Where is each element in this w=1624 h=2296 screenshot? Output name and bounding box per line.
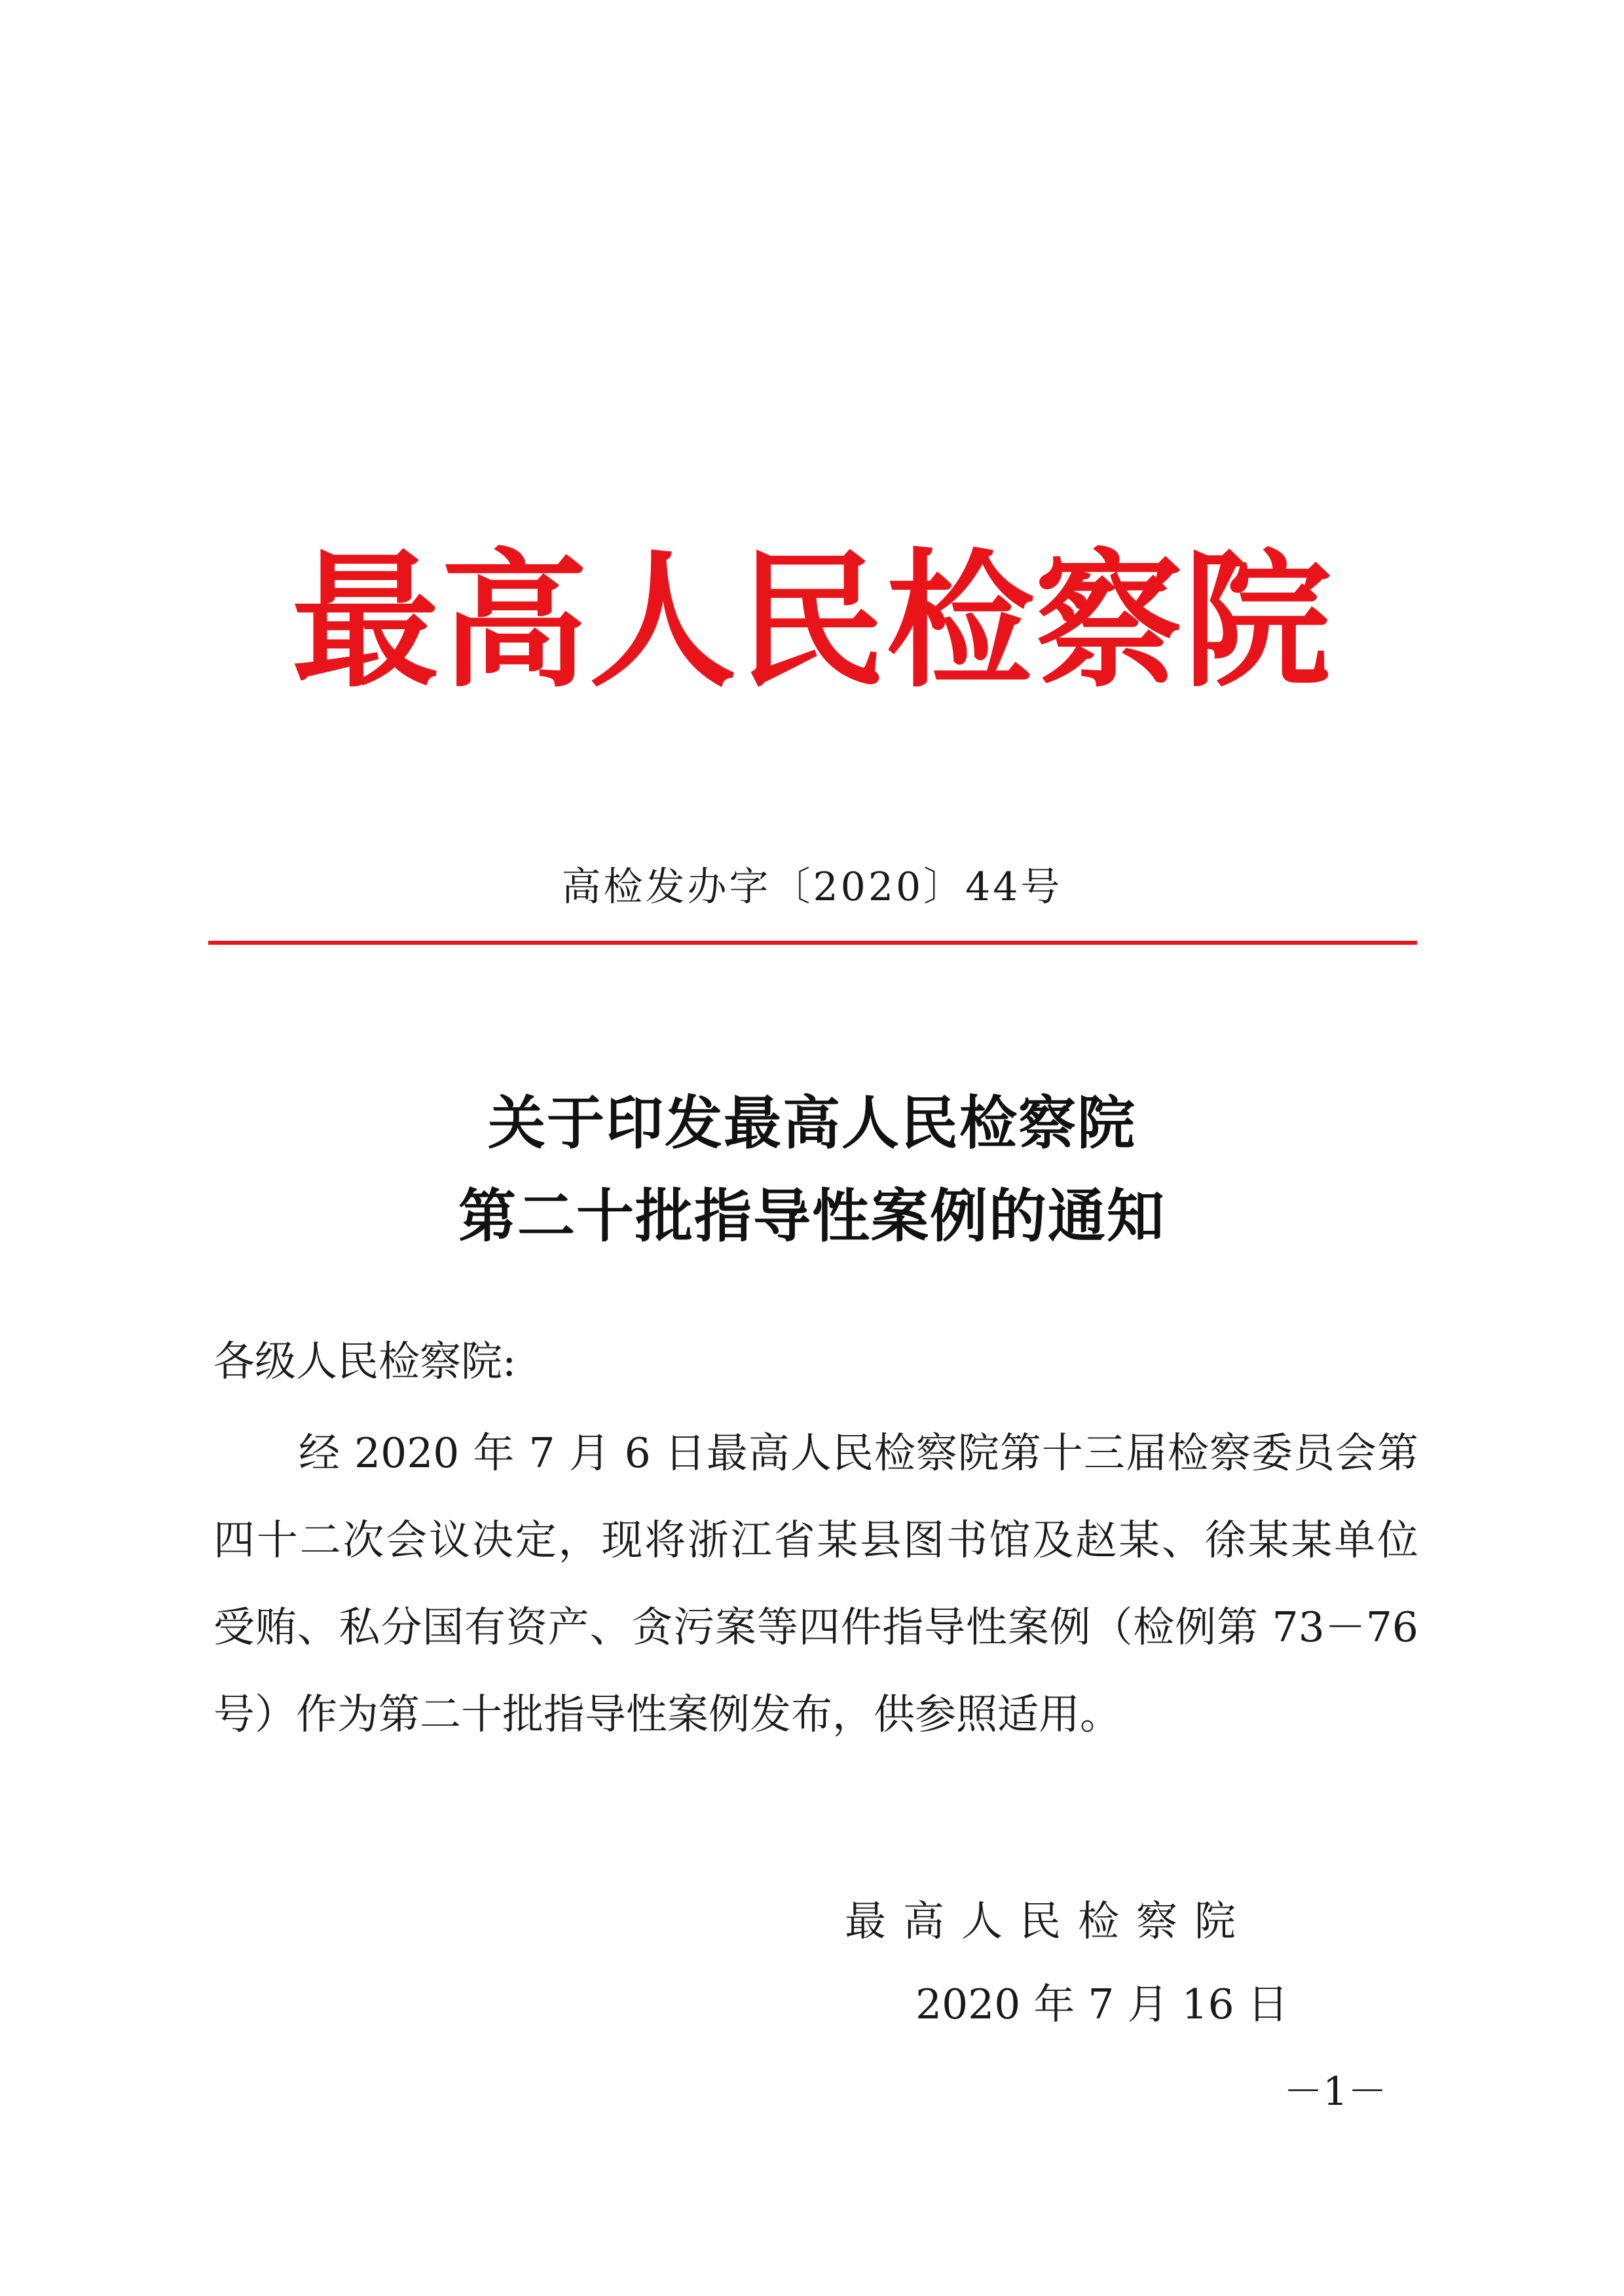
document-number: 高检发办字〔2020〕44号	[561, 864, 1063, 910]
signature-organization: 最高人民检察院	[845, 1897, 1253, 1945]
notice-title-line-2: 第二十批指导性案例的通知	[458, 1182, 1166, 1250]
notice-title-line-1: 关于印发最高人民检察院	[487, 1089, 1136, 1157]
body-paragraph-line-2: 四十二次会议决定，现将浙江省某县图书馆及赵某、徐某某单位	[213, 1516, 1418, 1564]
signature-date: 2020 年 7 月 16 日	[915, 1980, 1289, 2028]
body-paragraph-line-3: 受贿、私分国有资产、贪污案等四件指导性案例（检例第 73－76	[213, 1603, 1418, 1651]
red-divider-rule	[208, 941, 1417, 945]
salutation: 各级人民检察院:	[213, 1338, 517, 1385]
body-paragraph-line-4: 号）作为第二十批指导性案例发布，供参照适用。	[213, 1690, 1121, 1738]
masthead-title: 最高人民检察院	[291, 536, 1333, 708]
body-paragraph-line-1: 经 2020 年 7 月 6 日最高人民检察院第十三届检察委员会第	[299, 1429, 1418, 1477]
page-number: －1－	[1283, 2069, 1388, 2115]
